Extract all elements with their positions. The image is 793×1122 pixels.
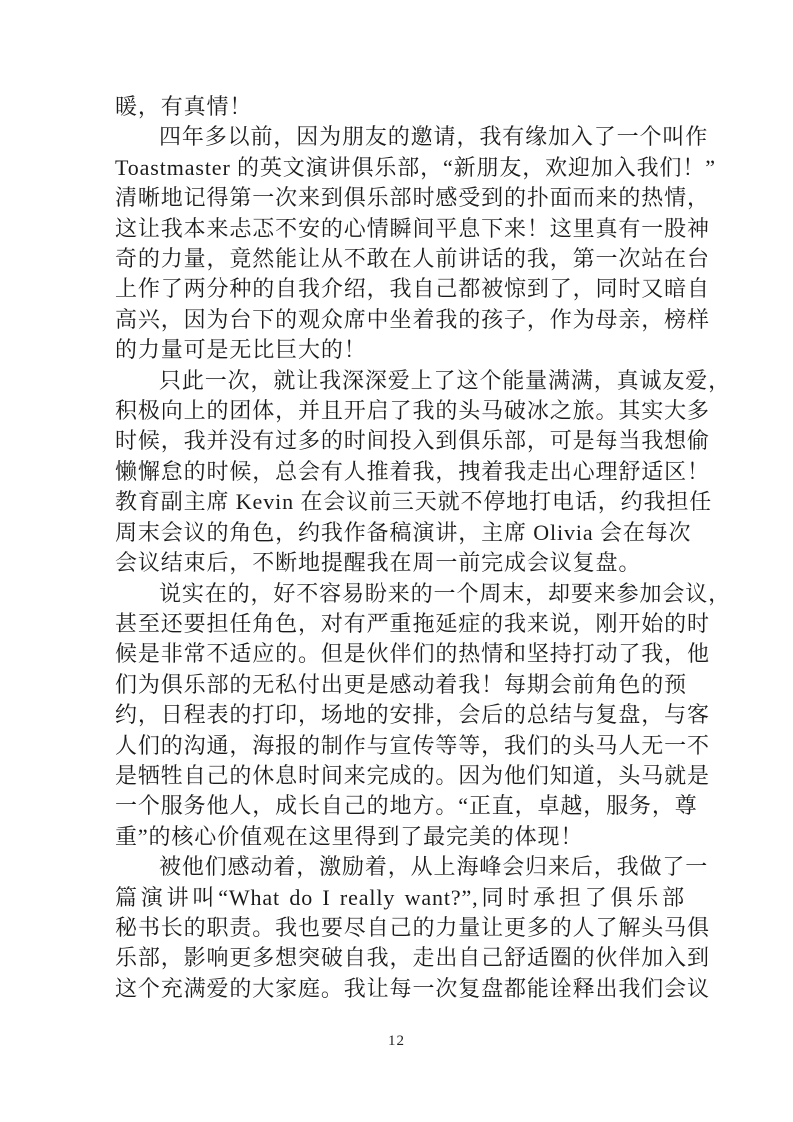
text-line: 秘书长的职责。我也要尽自己的力量让更多的人了解头马俱 — [115, 914, 710, 940]
text-line: 时候，我并没有过多的时间投入到俱乐部，可是每当我想偷 — [115, 428, 710, 454]
page-number: 12 — [388, 1033, 405, 1049]
text-line: 说实在的，好不容易盼来的一个周末，却要来参加会议， — [159, 580, 732, 606]
text-line: Toastmaster 的英文演讲俱乐部，“新朋友，欢迎加入我们！” — [115, 154, 716, 180]
text-line: 积极向上的团体，并且开启了我的头马破冰之旅。其实大多 — [115, 398, 710, 424]
text-line: 约，日程表的打印，场地的安排，会后的总结与复盘，与客 — [115, 702, 710, 728]
text-line: 甚至还要担任角色，对有严重拖延症的我来说，刚开始的时 — [115, 610, 710, 636]
text-line: 的力量可是无比巨大的！ — [115, 337, 367, 363]
text-line: 清晰地记得第一次来到俱乐部时感受到的扑面而来的热情， — [115, 185, 710, 211]
text-line: 人们的沟通，海报的制作与宣传等等，我们的头马人无一不 — [115, 732, 710, 758]
text-line: 是牺牲自己的休息时间来完成的。因为他们知道，头马就是 — [115, 762, 710, 788]
text-line: 会议结束后，不断地提醒我在周一前完成会议复盘。 — [115, 550, 642, 576]
text-line: 高兴，因为台下的观众席中坐着我的孩子，作为母亲，榜样 — [115, 306, 710, 332]
text-line: 被他们感动着，激励着，从上海峰会归来后，我做了一 — [159, 854, 709, 880]
text-line: 这个充满爱的大家庭。我让每一次复盘都能诠释出我们会议 — [115, 975, 710, 1001]
text-line: 们为俱乐部的无私付出更是感动着我！每期会前角色的预 — [115, 671, 688, 697]
text-line: 重”的核心价值观在这里得到了最完美的体现！ — [115, 823, 584, 849]
text-line: 候是非常不适应的。但是伙伴们的热情和坚持打动了我，他 — [115, 641, 710, 667]
text-line: 四年多以前，因为朋友的邀请，我有缘加入了一个叫作 — [159, 124, 709, 150]
page-footer — [0, 1032, 793, 1050]
text-line: 周末会议的角色，约我作备稿演讲，主席 Olivia 会在每次 — [115, 519, 692, 545]
text-line: 篇演讲叫“What do I really want?”,同时承担了俱乐部 — [115, 884, 685, 910]
text-line: 教育副主席 Kevin 在会议前三天就不停地打电话，约我担任 — [115, 489, 713, 515]
text-line: 这让我本来忐忑不安的心情瞬间平息下来！这里真有一股神 — [115, 215, 710, 241]
text-line: 只此一次，就让我深深爱上了这个能量满满，真诚友爱， — [159, 367, 732, 393]
text-line: 懒懈怠的时候，总会有人推着我，拽着我走出心理舒适区！ — [115, 458, 710, 484]
text-line: 上作了两分种的自我介绍，我自己都被惊到了，同时又暗自 — [115, 276, 710, 302]
document-body-text — [115, 92, 732, 1004]
text-line: 暖，有真情！ — [115, 94, 253, 119]
text-line: 乐部，影响更多想突破自我，走出自己舒适圈的伙伴加入到 — [115, 945, 710, 971]
text-line: 一个服务他人，成长自己的地方。“正直，卓越，服务，尊 — [115, 793, 698, 819]
text-line: 奇的力量，竟然能让从不敢在人前讲话的我，第一次站在台 — [115, 246, 710, 272]
